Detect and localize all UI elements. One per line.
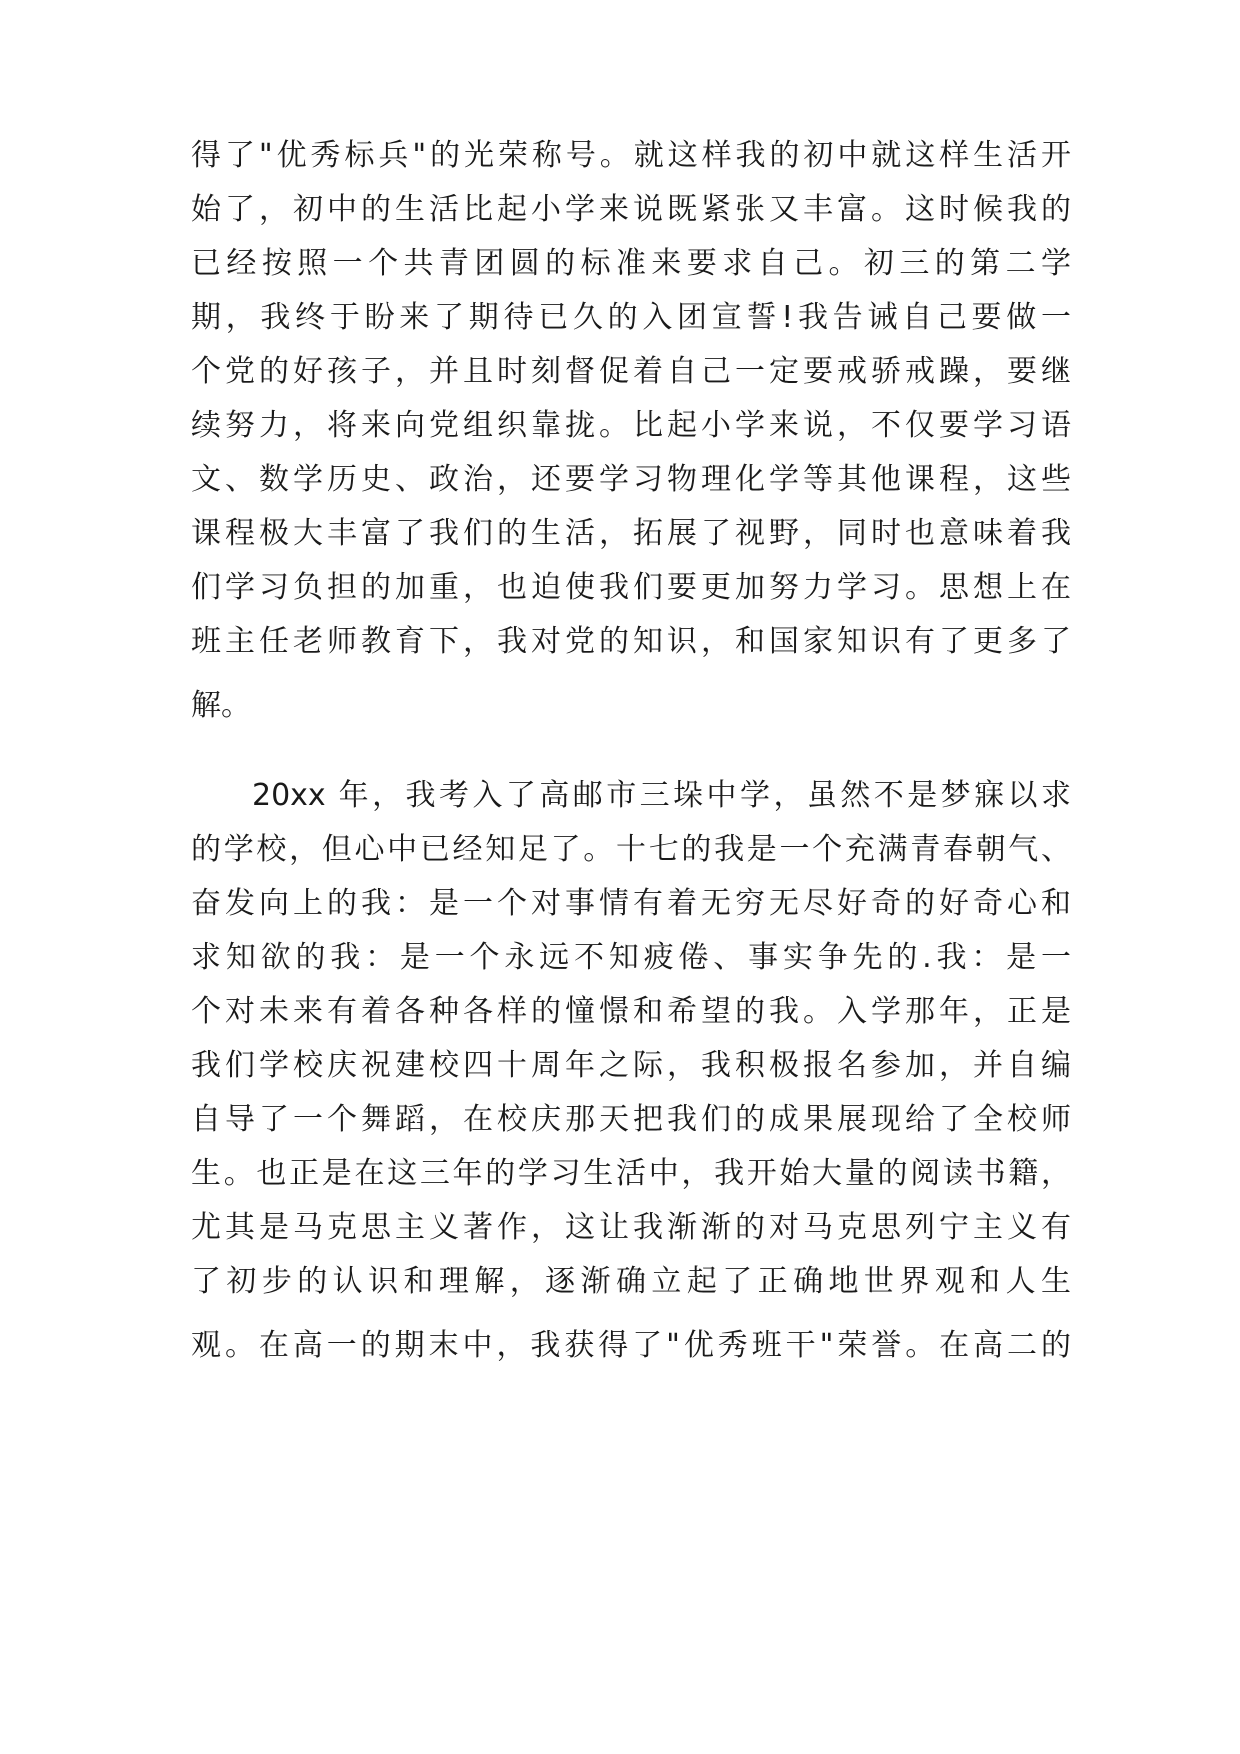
text-line: 已经按照一个共青团圆的标准来要求自己。初三的第二学 <box>191 246 1071 281</box>
text-line: 始了，初中的生活比起小学来说既紧张又丰富。这时候我的 <box>191 192 1071 227</box>
text-line: 文、数学历史、政治，还要学习物理化学等其他课程，这些 <box>191 462 1071 497</box>
text-line: 期，我终于盼来了期待已久的入团宣誓!我告诫自己要做一 <box>191 300 1071 335</box>
text-line: 了初步的认识和理解，逐渐确立起了正确地世界观和人生 <box>191 1264 1071 1299</box>
text-line: 个对未来有着各种各样的憧憬和希望的我。入学那年，正是 <box>191 994 1071 1029</box>
text-line: 求知欲的我：是一个永远不知疲倦、事实争先的.我：是一 <box>191 940 1071 975</box>
text-line: 班主任老师教育下，我对党的知识，和国家知识有了更多了 <box>191 624 1071 659</box>
text-line: 得了"优秀标兵"的光荣称号。就这样我的初中就这样生活开 <box>191 138 1071 173</box>
text-line: 生。也正是在这三年的学习生活中，我开始大量的阅读书籍， <box>191 1156 1071 1191</box>
text-line: 个党的好孩子，并且时刻督促着自己一定要戒骄戒躁，要继 <box>191 354 1071 389</box>
text-line: 观。在高一的期末中，我获得了"优秀班干"荣誉。在高二的 <box>191 1328 1071 1363</box>
text-line: 尤其是马克思主义著作，这让我渐渐的对马克思列宁主义有 <box>191 1210 1071 1245</box>
text-line: 20xx 年，我考入了高邮市三垛中学，虽然不是梦寐以求 <box>252 778 1071 813</box>
text-line: 的学校，但心中已经知足了。十七的我是一个充满青春朝气、 <box>191 832 1071 867</box>
text-line: 自导了一个舞蹈，在校庆那天把我们的成果展现给了全校师 <box>191 1102 1071 1137</box>
text-line: 课程极大丰富了我们的生活，拓展了视野，同时也意味着我 <box>191 516 1071 551</box>
text-line: 奋发向上的我：是一个对事情有着无穷无尽好奇的好奇心和 <box>191 886 1071 921</box>
text-line: 解。 <box>191 688 251 723</box>
text-line: 们学习负担的加重，也迫使我们要更加努力学习。思想上在 <box>191 570 1071 605</box>
text-line: 我们学校庆祝建校四十周年之际，我积极报名参加，并自编 <box>191 1048 1071 1083</box>
text-line: 续努力，将来向党组织靠拢。比起小学来说，不仅要学习语 <box>191 408 1071 443</box>
